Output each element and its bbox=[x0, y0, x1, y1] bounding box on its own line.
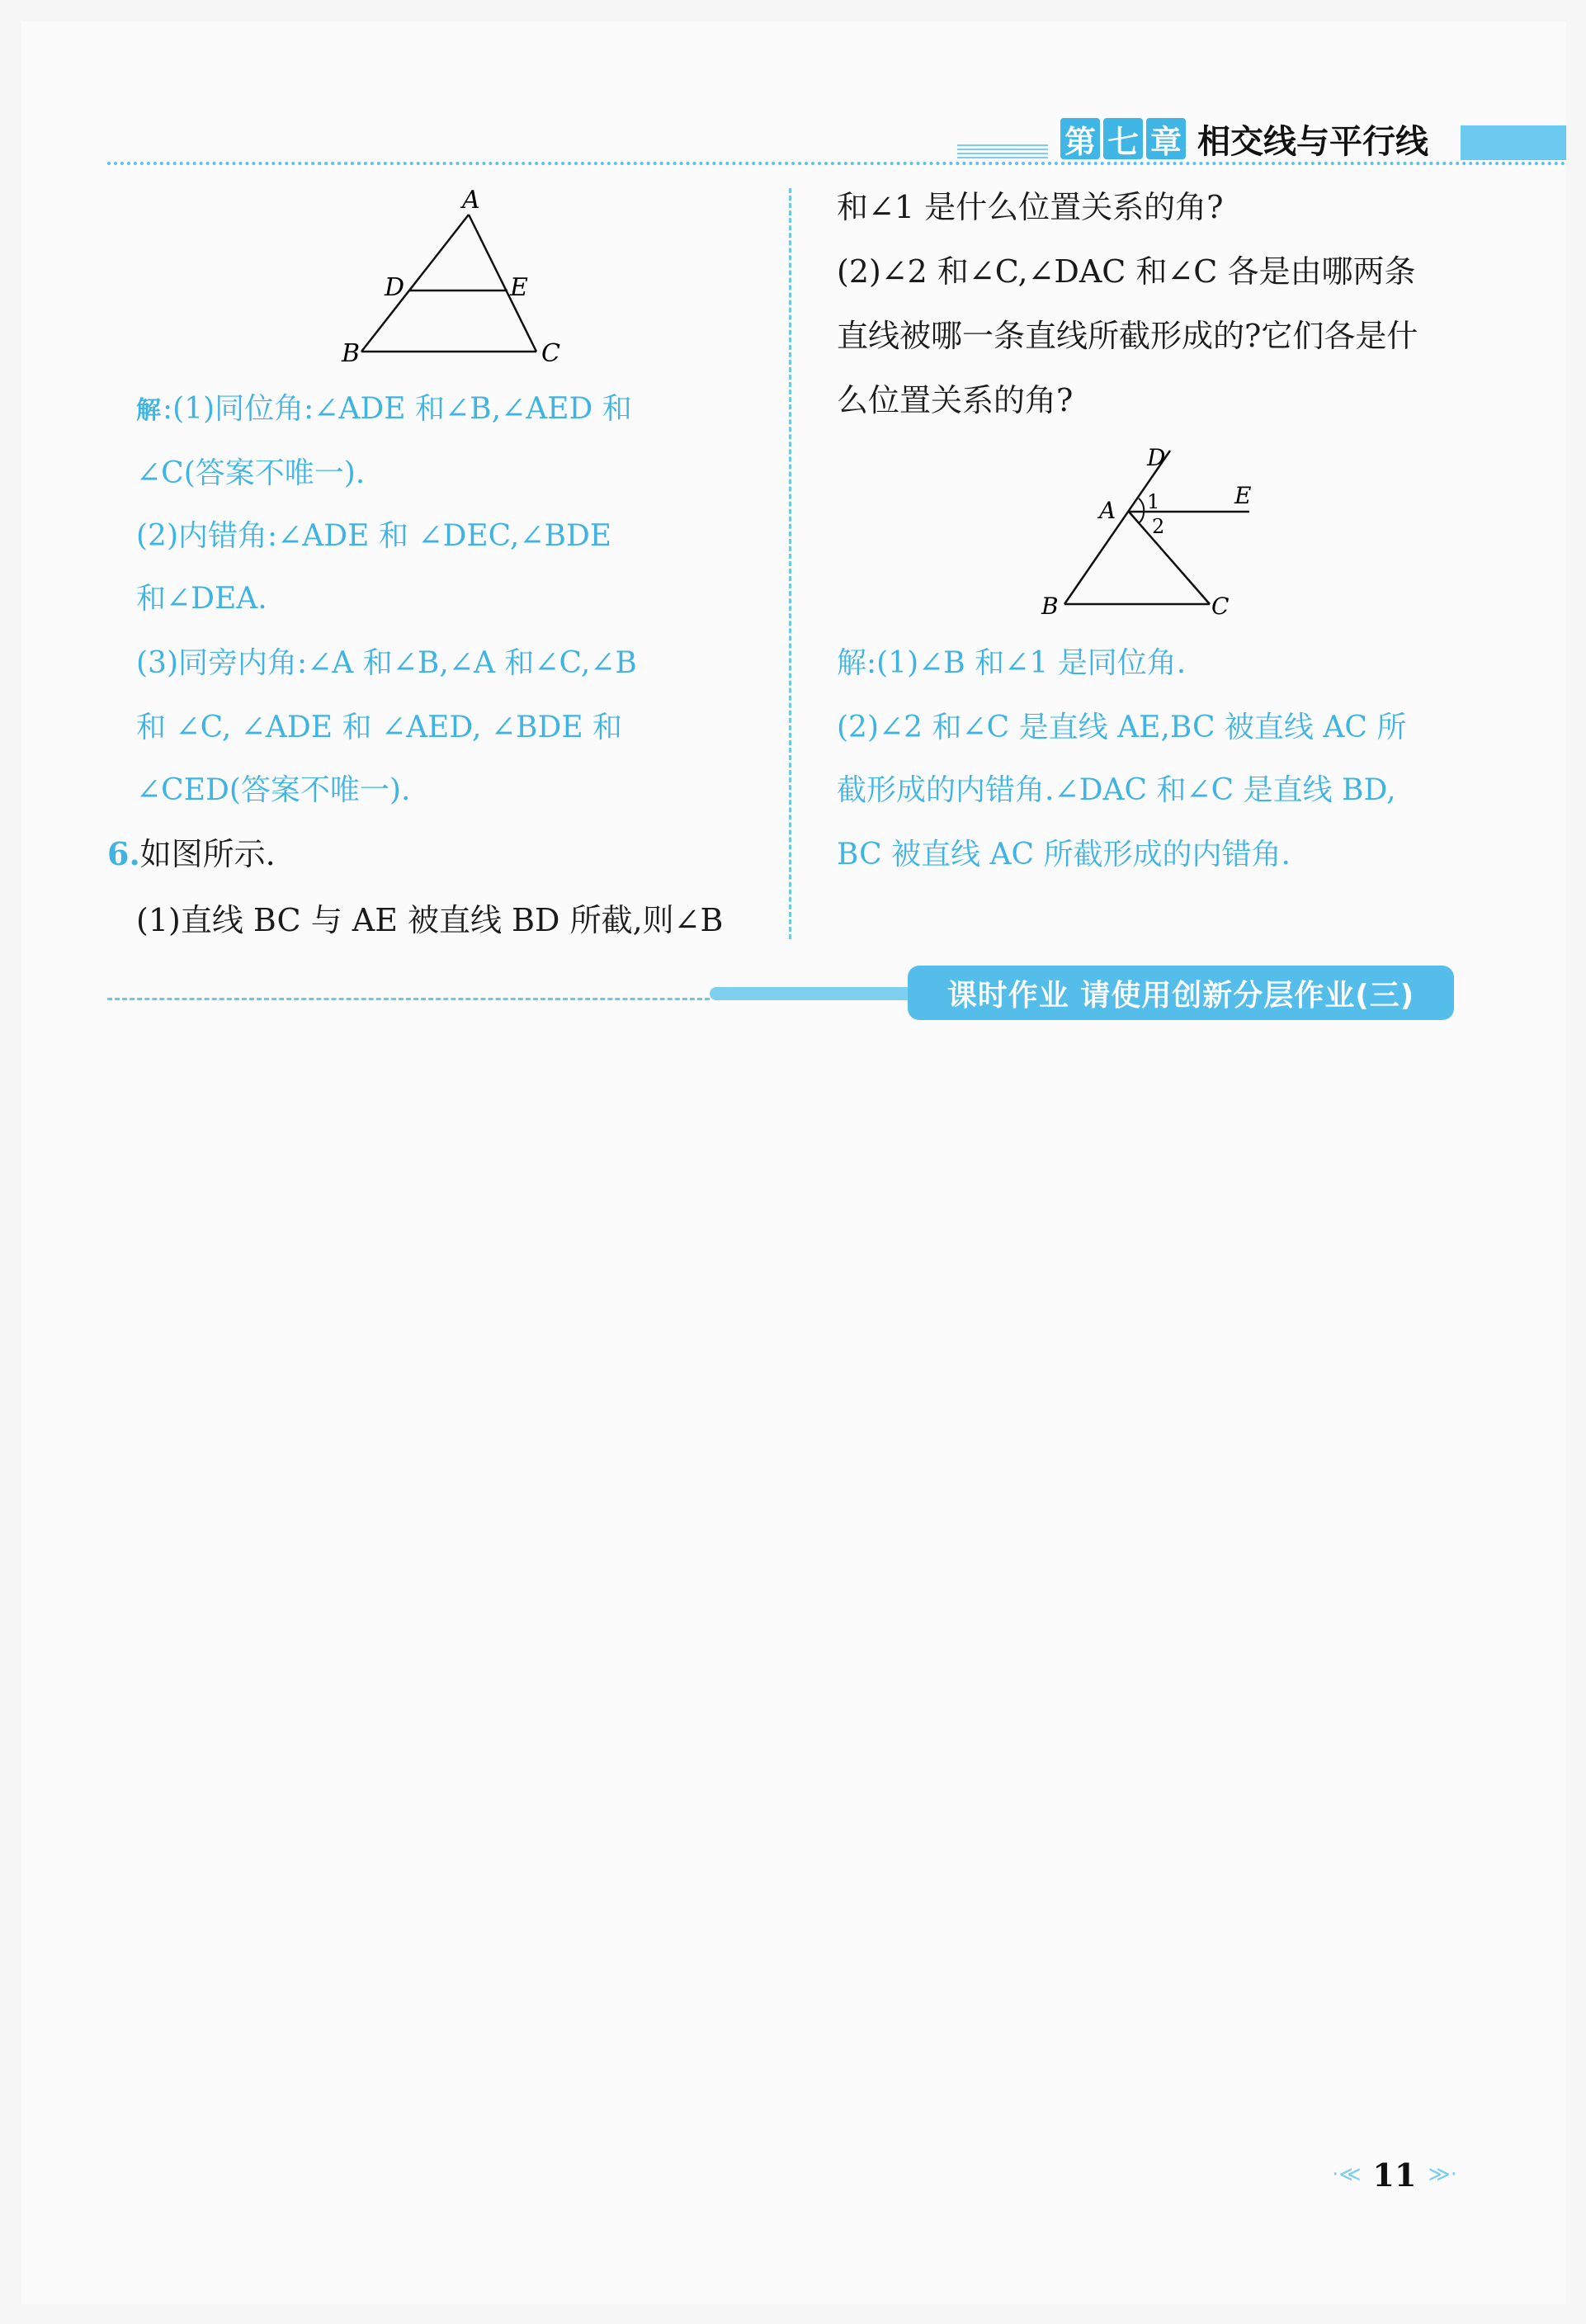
chapter-header bbox=[1060, 116, 1428, 162]
page-number: 11 bbox=[1372, 2156, 1417, 2194]
triangle-dae-figure bbox=[1031, 442, 1279, 624]
label-d: D bbox=[385, 273, 405, 302]
footer-divider bbox=[107, 998, 710, 1000]
chapter-char: 第 bbox=[1060, 118, 1100, 159]
label-d: D bbox=[1147, 444, 1166, 471]
left-answer-line: ∠CED(答案不唯一). bbox=[136, 773, 411, 807]
chapter-char: 七 bbox=[1103, 118, 1143, 159]
label-b: B bbox=[1041, 593, 1059, 620]
angle-1-label: 1 bbox=[1147, 490, 1160, 513]
question-6-part-1: (1)直线 BC 与 AE 被直线 BD 所截,则∠B bbox=[136, 902, 724, 938]
right-question-line: (2)∠2 和∠C,∠DAC 和∠C 各是由哪两条 bbox=[837, 253, 1416, 290]
right-question-line: 直线被哪一条直线所截形成的?它们各是什 bbox=[837, 318, 1418, 354]
header-divider bbox=[107, 162, 1566, 165]
right-ornament-icon: ≫· bbox=[1428, 2162, 1457, 2187]
footer-band bbox=[710, 987, 916, 1000]
right-answer-line: 截形成的内错角.∠DAC 和∠C 是直线 BD, bbox=[837, 773, 1396, 807]
label-c: C bbox=[1211, 593, 1230, 620]
homework-banner: 课时作业 请使用创新分层作业(三) bbox=[908, 966, 1454, 1020]
page bbox=[21, 21, 1566, 2304]
right-answer-line: (2)∠2 和∠C 是直线 AE,BC 被直线 AC 所 bbox=[837, 711, 1407, 744]
question-6 bbox=[107, 835, 276, 872]
left-answer-line: (3)同旁内角:∠A 和∠B,∠A 和∠C,∠B bbox=[136, 646, 637, 680]
left-answer-line: ∠C(答案不唯一). bbox=[136, 456, 366, 490]
label-e: E bbox=[1234, 482, 1252, 509]
question-stem: 如图所示. bbox=[139, 836, 276, 872]
label-c: C bbox=[541, 339, 560, 365]
right-answer-line: BC 被直线 AC 所截形成的内错角. bbox=[837, 838, 1291, 872]
right-answer-line: 解:(1)∠B 和∠1 是同位角. bbox=[837, 646, 1187, 680]
column-divider bbox=[789, 188, 791, 939]
chapter-title: 相交线与平行线 bbox=[1197, 122, 1428, 161]
header-accent-bar bbox=[1461, 125, 1566, 160]
label-a: A bbox=[1099, 497, 1116, 524]
left-answer-line: 解:(1)同位角:∠ADE 和∠B,∠AED 和 bbox=[136, 392, 632, 426]
left-answer-line: 和 ∠C, ∠ADE 和 ∠AED, ∠BDE 和 bbox=[136, 711, 623, 744]
label-a: A bbox=[462, 186, 480, 215]
chapter-char: 章 bbox=[1146, 118, 1186, 159]
left-answer-line: 和∠DEA. bbox=[136, 582, 267, 616]
angle-2-label: 2 bbox=[1152, 515, 1165, 538]
right-question-line: 和∠1 是什么位置关系的角? bbox=[837, 189, 1224, 225]
chapter-badge bbox=[1060, 118, 1186, 159]
label-e: E bbox=[510, 273, 528, 302]
left-ornament-icon: ·≪ bbox=[1332, 2162, 1362, 2187]
label-b: B bbox=[342, 339, 361, 365]
page-number-block bbox=[1312, 2150, 1477, 2199]
right-question-line: 么位置关系的角? bbox=[837, 382, 1074, 418]
left-answer-line: (2)内错角:∠ADE 和 ∠DEC,∠BDE bbox=[136, 519, 612, 553]
triangle-ade-figure bbox=[330, 183, 578, 365]
question-number: 6. bbox=[107, 835, 140, 872]
header-decoration bbox=[957, 142, 1048, 158]
